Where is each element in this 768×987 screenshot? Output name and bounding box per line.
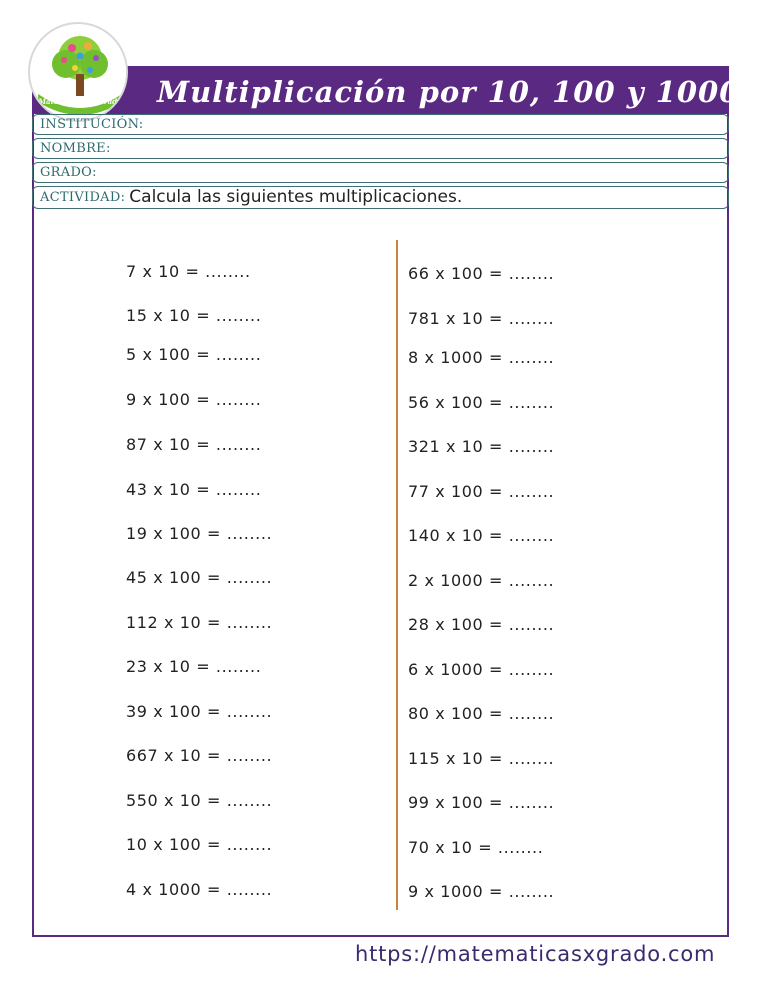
problem-item: 77 x 100 = ........ xyxy=(408,482,555,501)
problem-item: 140 x 10 = ........ xyxy=(408,526,555,545)
problem-item: 7 x 10 = ........ xyxy=(126,262,251,281)
institucion-field[interactable] xyxy=(32,114,729,135)
tree-logo-icon xyxy=(30,24,128,122)
problem-item: 115 x 10 = ........ xyxy=(408,749,555,768)
problem-item: 23 x 10 = ........ xyxy=(126,657,262,676)
logo xyxy=(28,22,128,122)
actividad-field xyxy=(32,186,729,209)
problem-item: 15 x 10 = ........ xyxy=(126,306,262,325)
problem-item: 10 x 100 = ........ xyxy=(126,835,273,854)
problem-item: 9 x 100 = ........ xyxy=(126,390,262,409)
problem-item: 56 x 100 = ........ xyxy=(408,393,555,412)
grado-label: GRADO: xyxy=(40,165,97,180)
problem-item: 112 x 10 = ........ xyxy=(126,613,273,632)
logo-text: Matemáticas x Grado xyxy=(38,97,122,106)
problem-item: 70 x 10 = ........ xyxy=(408,838,544,857)
problem-item: 87 x 10 = ........ xyxy=(126,435,262,454)
footer-url: https://matematicasxgrado.com xyxy=(355,942,716,966)
worksheet-title: Multiplicación por 10, 100 y 1000 xyxy=(157,75,741,109)
problem-item: 39 x 100 = ........ xyxy=(126,702,273,721)
actividad-label: ACTIVIDAD: xyxy=(40,190,126,205)
problem-item: 667 x 10 = ........ xyxy=(126,746,273,765)
problem-item: 6 x 1000 = ........ xyxy=(408,660,555,679)
problem-item: 99 x 100 = ........ xyxy=(408,793,555,812)
problem-item: 321 x 10 = ........ xyxy=(408,437,555,456)
nombre-label: NOMBRE: xyxy=(40,141,111,156)
problem-item: 66 x 100 = ........ xyxy=(408,264,555,283)
column-divider xyxy=(396,240,398,910)
problem-item: 5 x 100 = ........ xyxy=(126,345,262,364)
problem-item: 45 x 100 = ........ xyxy=(126,568,273,587)
problem-item: 4 x 1000 = ........ xyxy=(126,880,273,899)
nombre-field[interactable] xyxy=(32,138,729,159)
problem-item: 550 x 10 = ........ xyxy=(126,791,273,810)
grado-field[interactable] xyxy=(32,162,729,183)
problem-item: 9 x 1000 = ........ xyxy=(408,882,555,901)
problem-item: 28 x 100 = ........ xyxy=(408,615,555,634)
problem-item: 43 x 10 = ........ xyxy=(126,480,262,499)
institucion-label: INSTITUCIÓN: xyxy=(40,117,144,132)
problem-item: 8 x 1000 = ........ xyxy=(408,348,555,367)
actividad-instruction: Calcula las siguientes multiplicaciones. xyxy=(129,187,463,207)
problem-item: 2 x 1000 = ........ xyxy=(408,571,555,590)
problem-item: 781 x 10 = ........ xyxy=(408,309,555,328)
problem-item: 19 x 100 = ........ xyxy=(126,524,273,543)
problem-item: 80 x 100 = ........ xyxy=(408,704,555,723)
